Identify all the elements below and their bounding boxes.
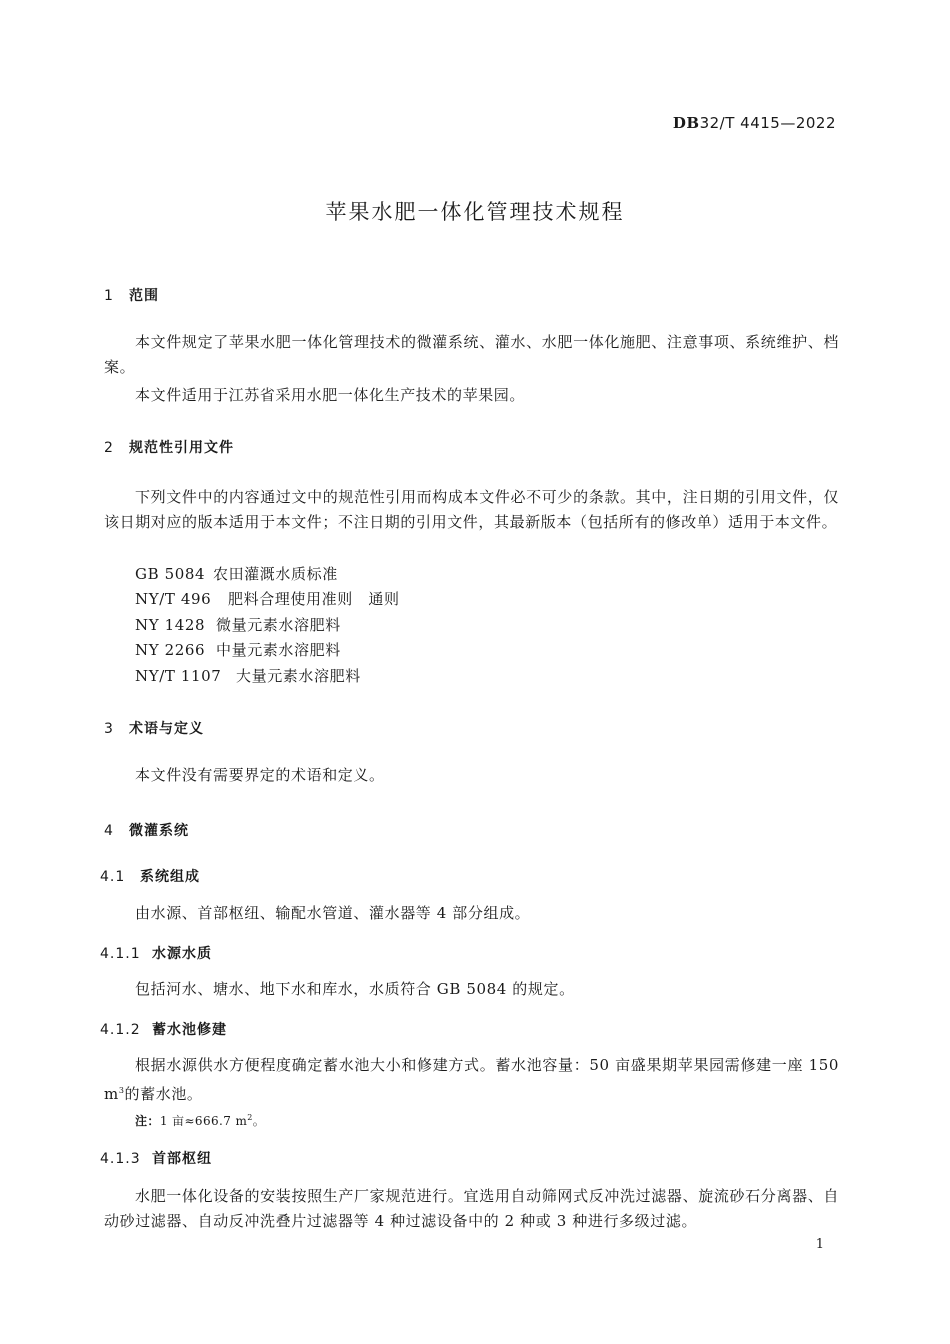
reference-item — [135, 588, 400, 609]
reference-code: GB 5084 — [135, 565, 206, 583]
reference-code: NY 1428 — [135, 616, 206, 634]
section-4-1-3-paragraph: 水肥一体化设备的安装按照生产厂家规范进行。宜选用自动筛网式反冲洗过滤器、旋流砂石分离器、自动砂过滤器、自动反冲洗叠片过滤器等 4 种过滤设备中的 2 种或 3 种进行多级过滤。 — [104, 1187, 839, 1230]
section-1-paragraph-1: 本文件规定了苹果水肥一体化管理技术的微灌系统、灌水、水肥一体化施肥、注意事项、系统维护、档案。 — [104, 333, 839, 376]
reference-name: 大量元素水溶肥料 — [236, 667, 361, 685]
section-1-paragraph-2: 本文件适用于江苏省采用水肥一体化生产技术的苹果园。 — [135, 386, 526, 404]
reference-item — [135, 563, 338, 584]
section-2-heading — [104, 437, 234, 457]
section-number: 4.1.3 — [100, 1151, 141, 1167]
section-number: 4.1.1 — [100, 946, 141, 962]
reference-code: NY/T 1107 — [135, 667, 222, 685]
reference-name: 微量元素水溶肥料 — [216, 616, 341, 634]
section-4-1-paragraph: 由水源、首部枢纽、输配水管道、灌水器等 4 部分组成。 — [135, 904, 531, 922]
standard-code-number: 32/T 4415—2022 — [699, 114, 836, 132]
section-title: 水源水质 — [152, 946, 212, 962]
reference-name: 肥料合理使用准则 通则 — [228, 590, 400, 608]
superscript: 3 — [118, 1086, 125, 1095]
superscript: 2 — [247, 1113, 253, 1122]
section-3-heading — [104, 718, 204, 738]
standard-code-prefix: DB — [672, 114, 700, 132]
section-number: 1 — [104, 288, 114, 304]
section-title: 规范性引用文件 — [129, 440, 234, 456]
reference-code: NY 2266 — [135, 641, 206, 659]
document-title: 苹果水肥一体化管理技术规程 — [325, 200, 625, 224]
reference-name: 农田灌溉水质标准 — [213, 565, 338, 583]
section-number: 4 — [104, 823, 114, 839]
section-4-heading — [104, 820, 189, 840]
section-4-1-2-paragraph — [104, 1053, 839, 1107]
section-title: 微灌系统 — [129, 823, 189, 839]
section-title: 首部枢纽 — [152, 1151, 212, 1167]
section-number: 4.1 — [100, 869, 126, 885]
section-2-paragraph-1: 下列文件中的内容通过文中的规范性引用而构成本文件必不可少的条款。其中，注日期的引用文件，仅该日期对应的版本适用于本文件；不注日期的引用文件，其最新版本（包括所有的修改单）适用于本文件。 — [104, 488, 839, 531]
reference-name: 中量元素水溶肥料 — [216, 641, 341, 659]
note-text: 1 亩≈666.7 m — [159, 1114, 248, 1128]
page-number: 1 — [815, 1237, 824, 1252]
paragraph-text: 根据水源供水方便程度确定蓄水池大小和修建方式。蓄水池容量：50 亩盛果期苹果园需修建一座 150 m — [104, 1056, 839, 1103]
section-1-heading — [104, 285, 159, 305]
note — [135, 1112, 265, 1129]
section-3-paragraph-1: 本文件没有需要界定的术语和定义。 — [135, 766, 385, 784]
section-title: 系统组成 — [140, 869, 200, 885]
note-text: 。 — [252, 1114, 266, 1128]
section-4-1-1-paragraph: 包括河水、塘水、地下水和库水，水质符合 GB 5084 的规定。 — [135, 980, 575, 998]
section-4-1-1-heading — [100, 943, 212, 963]
section-title: 蓄水池修建 — [152, 1022, 227, 1038]
reference-item — [135, 665, 361, 686]
reference-item — [135, 639, 341, 660]
standard-code — [673, 114, 836, 132]
section-4-1-3-heading — [100, 1148, 212, 1168]
section-4-1-heading — [100, 866, 200, 886]
section-4-1-2-heading — [100, 1019, 227, 1039]
note-label: 注： — [135, 1114, 160, 1128]
section-number: 3 — [104, 721, 114, 737]
section-number: 4.1.2 — [100, 1022, 141, 1038]
reference-item — [135, 614, 341, 635]
section-title: 范围 — [129, 288, 159, 304]
reference-code: NY/T 496 — [135, 590, 212, 608]
section-title: 术语与定义 — [129, 721, 204, 737]
section-number: 2 — [104, 440, 114, 456]
paragraph-text: 的蓄水池。 — [124, 1085, 203, 1103]
